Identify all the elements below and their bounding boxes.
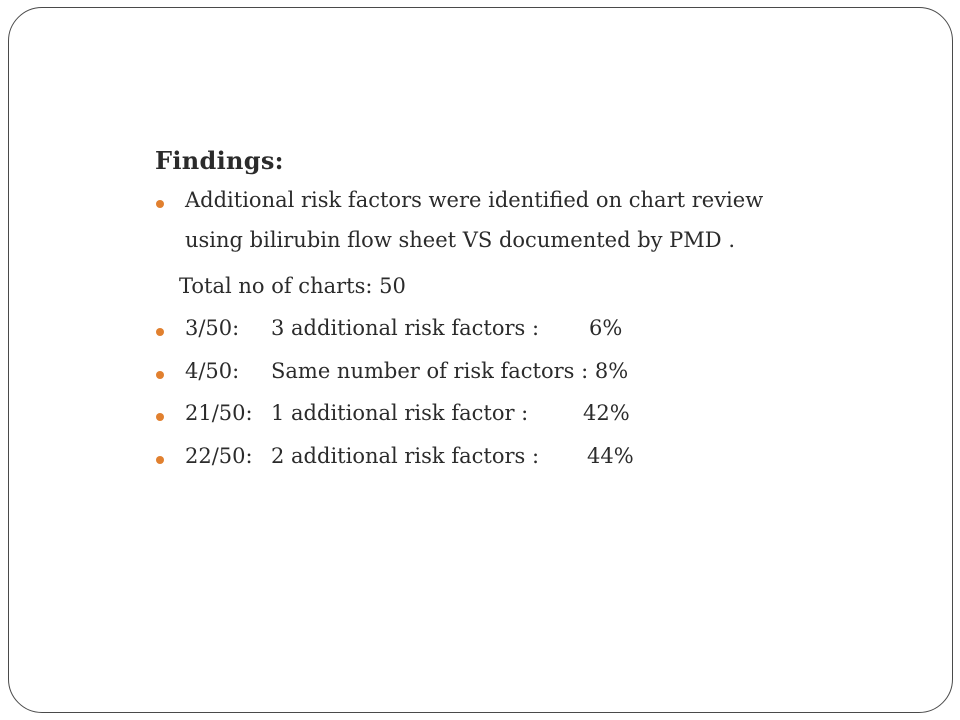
bullet-dot xyxy=(156,413,164,421)
stat-percent: 42% xyxy=(583,401,630,425)
bullet-dot xyxy=(156,200,164,208)
stat-ratio: 22/50: xyxy=(185,444,253,468)
slide-frame xyxy=(8,7,953,713)
findings-heading: Findings: xyxy=(155,146,284,175)
bullet-dot xyxy=(156,456,164,464)
stat-percent: 44% xyxy=(587,444,634,468)
stat-percent: 6% xyxy=(589,316,623,340)
stat-description: 1 additional risk factor : xyxy=(271,401,529,425)
slide-content xyxy=(9,8,952,712)
stat-description: 3 additional risk factors : xyxy=(271,316,540,340)
total-charts-line: Total no of charts: 50 xyxy=(179,274,406,298)
stat-ratio: 3/50: xyxy=(185,316,240,340)
bullet-dot xyxy=(156,371,164,379)
intro-line-2: using bilirubin flow sheet VS documented by PMD . xyxy=(185,228,735,252)
stat-description: Same number of risk factors : 8% xyxy=(271,359,629,383)
stat-ratio: 4/50: xyxy=(185,359,240,383)
stat-description: 2 additional risk factors : xyxy=(271,444,540,468)
bullet-dot xyxy=(156,328,164,336)
stat-ratio: 21/50: xyxy=(185,401,253,425)
intro-line-1: Additional risk factors were identified on chart review xyxy=(185,188,764,212)
